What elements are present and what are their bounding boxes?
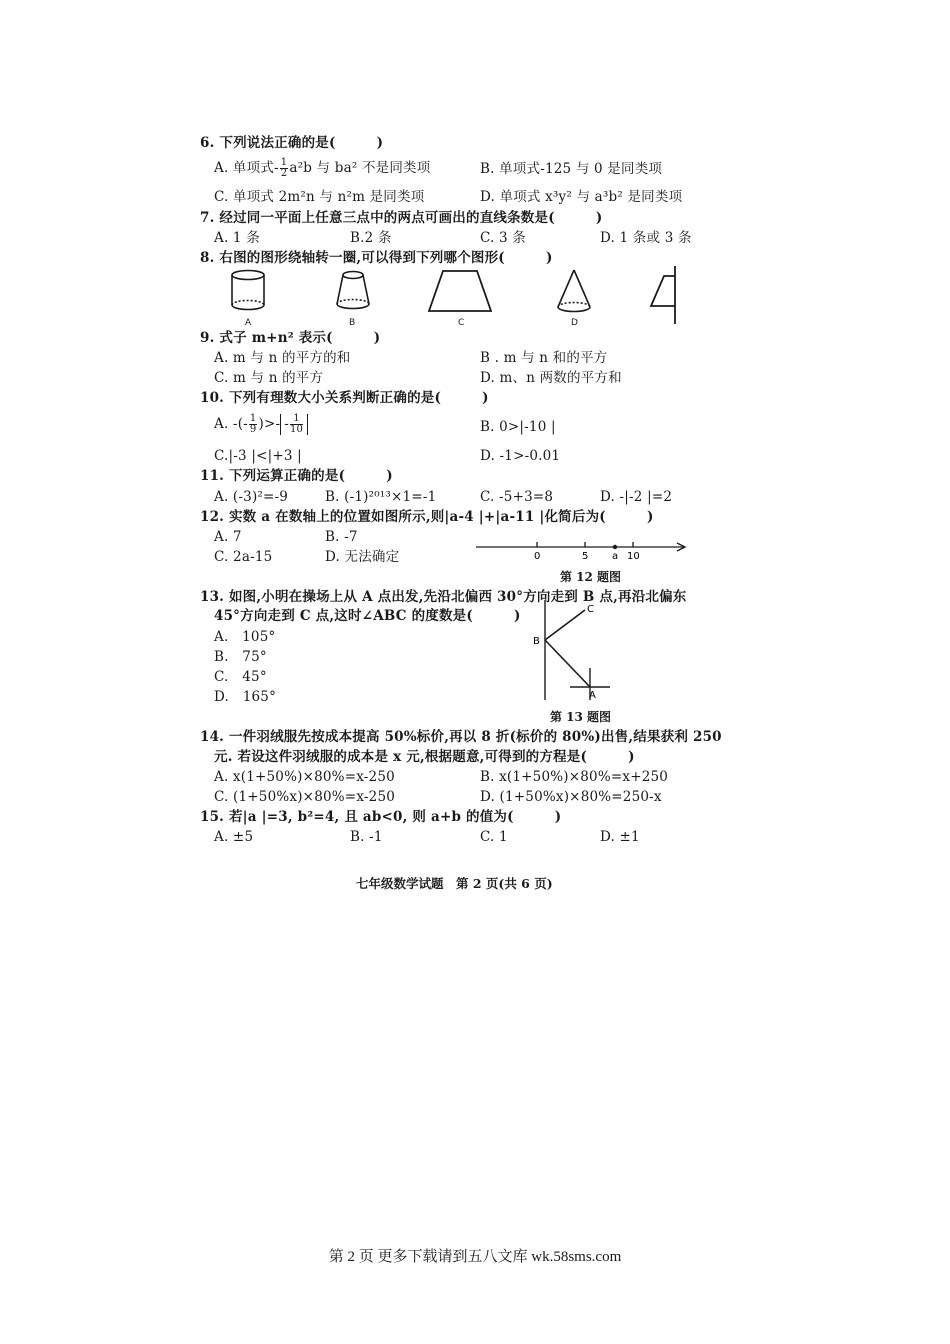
tick-label-0: 0 — [534, 551, 541, 561]
q7-stem: 7. 经过同一平面上任意三点中的两点可画出的直线条数是( ) — [200, 210, 603, 226]
q8-label-c: C — [458, 318, 465, 328]
q10-option-c: C.|-3 |<|+3 | — [214, 448, 302, 464]
q6-option-b: B. 单项式-125 与 0 是同类项 — [480, 161, 663, 177]
q7-option-d: D. 1 条或 3 条 — [600, 230, 692, 246]
point-a — [613, 545, 617, 549]
q12-stem: 12. 实数 a 在数轴上的位置如图所示,则|a-4 |+|a-11 |化简后为( ) — [200, 509, 654, 525]
q15-option-d: D. ±1 — [600, 829, 640, 845]
q12-option-a: A. 7 — [214, 529, 242, 545]
number-line-figure — [474, 535, 690, 561]
download-footer: 第 2 页 更多下载请到五八文库 wk.58sms.com — [328, 1249, 622, 1265]
point-b-label: B — [533, 636, 540, 647]
q8-label-d: D — [571, 318, 578, 328]
q8-label-a: A — [245, 318, 252, 328]
q15-option-a: A. ±5 — [214, 829, 254, 845]
q9-option-a: A. m 与 n 的平方的和 — [214, 350, 351, 366]
fraction-denominator: 10 — [290, 424, 304, 435]
fraction-numerator: 1 — [249, 413, 257, 424]
segment-bc — [545, 610, 585, 640]
q9-option-c: C. m 与 n 的平方 — [214, 370, 324, 386]
point-a-label: A — [589, 690, 596, 701]
q8-stem: 8. 右图的图形绕轴转一圈,可以得到下列哪个图形( ) — [200, 250, 553, 266]
q15-option-b: B. -1 — [350, 829, 383, 845]
q8-shapes-figure — [200, 266, 700, 326]
q12-option-d: D. 无法确定 — [325, 549, 400, 565]
fraction — [290, 414, 303, 435]
rotation-axis-figure — [651, 266, 675, 324]
q11-option-b: B. (-1)²⁰¹³×1=-1 — [325, 489, 437, 505]
q6-option-d: D. 单项式 x³y² 与 a³b² 是同类项 — [480, 189, 683, 205]
tick-label-a: a — [612, 551, 619, 561]
q14-option-b: B. x(1+50%)×80%=x+250 — [480, 769, 669, 785]
q14-stem-line1: 14. 一件羽绒服先按成本提高 50%标价,再以 8 折(标价的 80%)出售,结果获利 250 — [200, 729, 722, 745]
q13-stem-line2: 45°方向走到 C 点,这时∠ABC 的度数是( ) — [214, 608, 521, 624]
q6-a-prefix: A. 单项式- — [214, 160, 279, 176]
q9-option-b: B . m 与 n 和的平方 — [480, 350, 608, 366]
fraction-denominator: 2 — [280, 168, 288, 179]
q9-stem: 9. 式子 m+n² 表示( ) — [200, 330, 381, 346]
fraction-denominator: 9 — [249, 424, 257, 435]
q13-caption: 第 13 题图 — [550, 710, 612, 724]
q12-option-b: B. -7 — [325, 529, 358, 545]
q11-option-d: D. -|-2 |=2 — [600, 489, 673, 505]
fraction-numerator: 1 — [290, 414, 303, 425]
q13-option-c: C. 45° — [214, 669, 267, 685]
q14-option-c: C. (1+50%x)×80%=x-250 — [214, 789, 396, 805]
q9-option-d: D. m、n 两数的平方和 — [480, 370, 622, 386]
frustum-shape — [337, 272, 369, 309]
q8-label-b: B — [349, 318, 356, 328]
q13-option-b: B. 75° — [214, 649, 267, 665]
fraction — [280, 158, 289, 179]
cylinder-shape — [232, 271, 264, 310]
q13-stem-line1: 13. 如图,小明在操场上从 A 点出发,先沿北偏西 30°方向走到 B 点,再沿北偏东 — [200, 589, 687, 605]
q10-option-d: D. -1>-0.01 — [480, 448, 561, 464]
q10-option-a — [214, 414, 308, 435]
q13-option-a: A. 105° — [214, 629, 276, 645]
q13-option-d: D. 165° — [214, 689, 277, 705]
absolute-value: - $\frac{1}{10}$ — [280, 414, 308, 435]
segment-ab — [545, 640, 590, 687]
page-footer: 七年级数学试题 第 2 页(共 6 页) — [356, 876, 553, 891]
q6-option-a — [214, 158, 430, 179]
q14-option-d: D. (1+50%x)×80%=250-x — [480, 789, 662, 805]
q10-stem: 10. 下列有理数大小关系判断正确的是( ) — [200, 390, 489, 406]
trapezoid-shape — [429, 271, 491, 311]
q11-option-a: A. (-3)²=-9 — [214, 489, 289, 505]
q6-stem: 6. 下列说法正确的是( ) — [200, 135, 384, 151]
q11-stem: 11. 下列运算正确的是( ) — [200, 468, 393, 484]
q6-a-suffix: a²b 与 ba² 不是同类项 — [289, 160, 431, 176]
tick-label-10: 10 — [627, 551, 640, 561]
q7-option-c: C. 3 条 — [480, 230, 527, 246]
q15-stem: 15. 若|a |=3, b²=4, 且 ab<0, 则 a+b 的值为( ) — [200, 809, 562, 825]
q10-a-prefix: A. -(- — [214, 416, 248, 432]
q14-stem-line2: 元. 若设这件羽绒服的成本是 x 元,根据题意,可得到的方程是( ) — [214, 749, 635, 765]
angle-abc-figure — [530, 600, 620, 705]
q6-option-c: C. 单项式 2m²n 与 n²m 是同类项 — [214, 189, 425, 205]
tick-label-5: 5 — [582, 551, 589, 561]
q7-option-b: B.2 条 — [350, 230, 392, 246]
q15-option-c: C. 1 — [480, 829, 508, 845]
q7-option-a: A. 1 条 — [214, 230, 260, 246]
fraction-numerator: 1 — [280, 157, 288, 168]
cone-shape — [558, 270, 590, 312]
q10-option-b: B. 0>|-10 | — [480, 419, 556, 435]
q11-option-c: C. -5+3=8 — [480, 489, 554, 505]
q14-option-a: A. x(1+50%)×80%=x-250 — [214, 769, 395, 785]
q12-option-c: C. 2a-15 — [214, 549, 273, 565]
q12-caption: 第 12 题图 — [560, 570, 622, 584]
fraction — [249, 414, 258, 435]
point-c-label: C — [587, 604, 594, 615]
q10-a-middle: )>- — [258, 416, 281, 432]
